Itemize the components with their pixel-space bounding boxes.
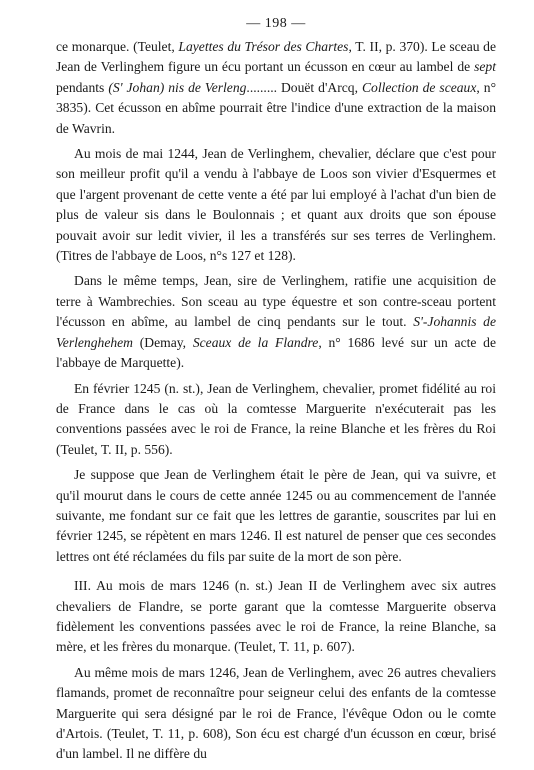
text-run: En février 1245 (n. st.), Jean de Verlinghem, chevalier, promet fidélité au roi de France dans le cas où la comtesse Marguerite n'exécuterait pas les conventions passées avec le roi de France, la reine Blanche et les frères du Roi (Teulet, T. II, p. 556). bbox=[56, 380, 496, 457]
italic-text: (S' Johan) nis de Verleng bbox=[108, 79, 247, 95]
paragraph-p5 bbox=[56, 465, 496, 567]
text-run: (Demay, bbox=[133, 334, 193, 350]
text-run: Au mois de mai 1244, Jean de Verlinghem, chevalier, déclare que c'est pour son meilleur profit qu'il a vendu à l'abbaye de Loos son vivier d'Esquermes et que l'argent provenant de cette vente a été par lui employé à l'achat d'un bien de plus de valeur sis dans le Boulonnais ; et quant aux droits que son épouse pouvait avoir sur ledit vivier, il les a transférés sur ses terres de Verlinghem. (Titres de l'abbaye de Loos, n°s 127 et 128). bbox=[56, 146, 496, 264]
text-run: Je suppose que Jean de Verlinghem était le père de Jean, qui va suivre, et qu'il mourut dans le cours de cette année 1245 ou au commencement de l'année suivante, me fondant sur ce fait que les lettres de garantie, souscrites par lui en février 1245, se répètent en mars 1246. Il est naturel de penser que ces secondes lettres ont été réclamées du fils par suite de la mort de son père. bbox=[56, 467, 496, 564]
paragraph-p3 bbox=[56, 271, 496, 373]
text-run: , n° 3835). Cet écusson en abîme pourrait être l'indice d'une extraction de la maison de Wavrin. bbox=[56, 79, 496, 136]
page-number: — 198 — bbox=[246, 16, 306, 31]
italic-text: S'-Johannis de Verlenghehem bbox=[56, 314, 496, 350]
text-run: III. Au mois de mars 1246 (n. st.) Jean II de Verlinghem avec six autres chevaliers de Flandre, se porte garant que la comtesse Marguerite observa fidèlement les conventions passées avec le roi de France, la reine Blanche, sa mère, et les frères du monarque. (Teulet, T. 11, p. 607). bbox=[56, 578, 496, 655]
text-run: pendants bbox=[56, 79, 109, 95]
paragraph-p7 bbox=[56, 663, 496, 765]
text-run: Au même mois de mars 1246, Jean de Verlinghem, avec 26 autres chevaliers flamands, promet de reconnaître pour seigneur celui des enfants de la comtesse Marguerite qui sera désigné par le roi de France, l'évêque Odon ou le comte d'Artois. (Teulet, T. 11, p. 608), Son écu est chargé d'un écusson en cœur, brisé d'un lambel. Il ne diffère du bbox=[56, 664, 496, 762]
text-run: , T. II, p. 370). Le sceau de Jean de Verlinghem figure un écu portant un écusson en cœur au lambel de bbox=[56, 39, 496, 75]
italic-text: Collection de sceaux bbox=[361, 79, 477, 95]
text-run: ......... Douët d'Arcq, bbox=[246, 79, 362, 95]
italic-text: Sceaux de la Flandre bbox=[192, 334, 319, 350]
text-run: , n° 1686 levé sur un acte de l'abbaye de Marquette). bbox=[56, 334, 497, 371]
italic-text: sept bbox=[474, 59, 496, 75]
paragraph-p6 bbox=[56, 576, 496, 658]
paragraph-p2 bbox=[56, 144, 496, 266]
text-run: ce monarque. (Teulet, bbox=[56, 39, 179, 54]
text-run: Dans le même temps, Jean, sire de Verlinghem, ratifie une acquisition de terre à Wambrechies. Son sceau au type équestre et son contre-sceau portent l'écusson en abîme, au lambel de cinq pendants sur le tout. bbox=[56, 273, 496, 330]
italic-text: Layettes du Trésor des Chartes bbox=[178, 39, 349, 54]
paragraph-p4 bbox=[56, 379, 496, 461]
body-text bbox=[56, 37, 496, 765]
document-page bbox=[56, 14, 496, 770]
paragraph-p1 bbox=[56, 37, 496, 139]
